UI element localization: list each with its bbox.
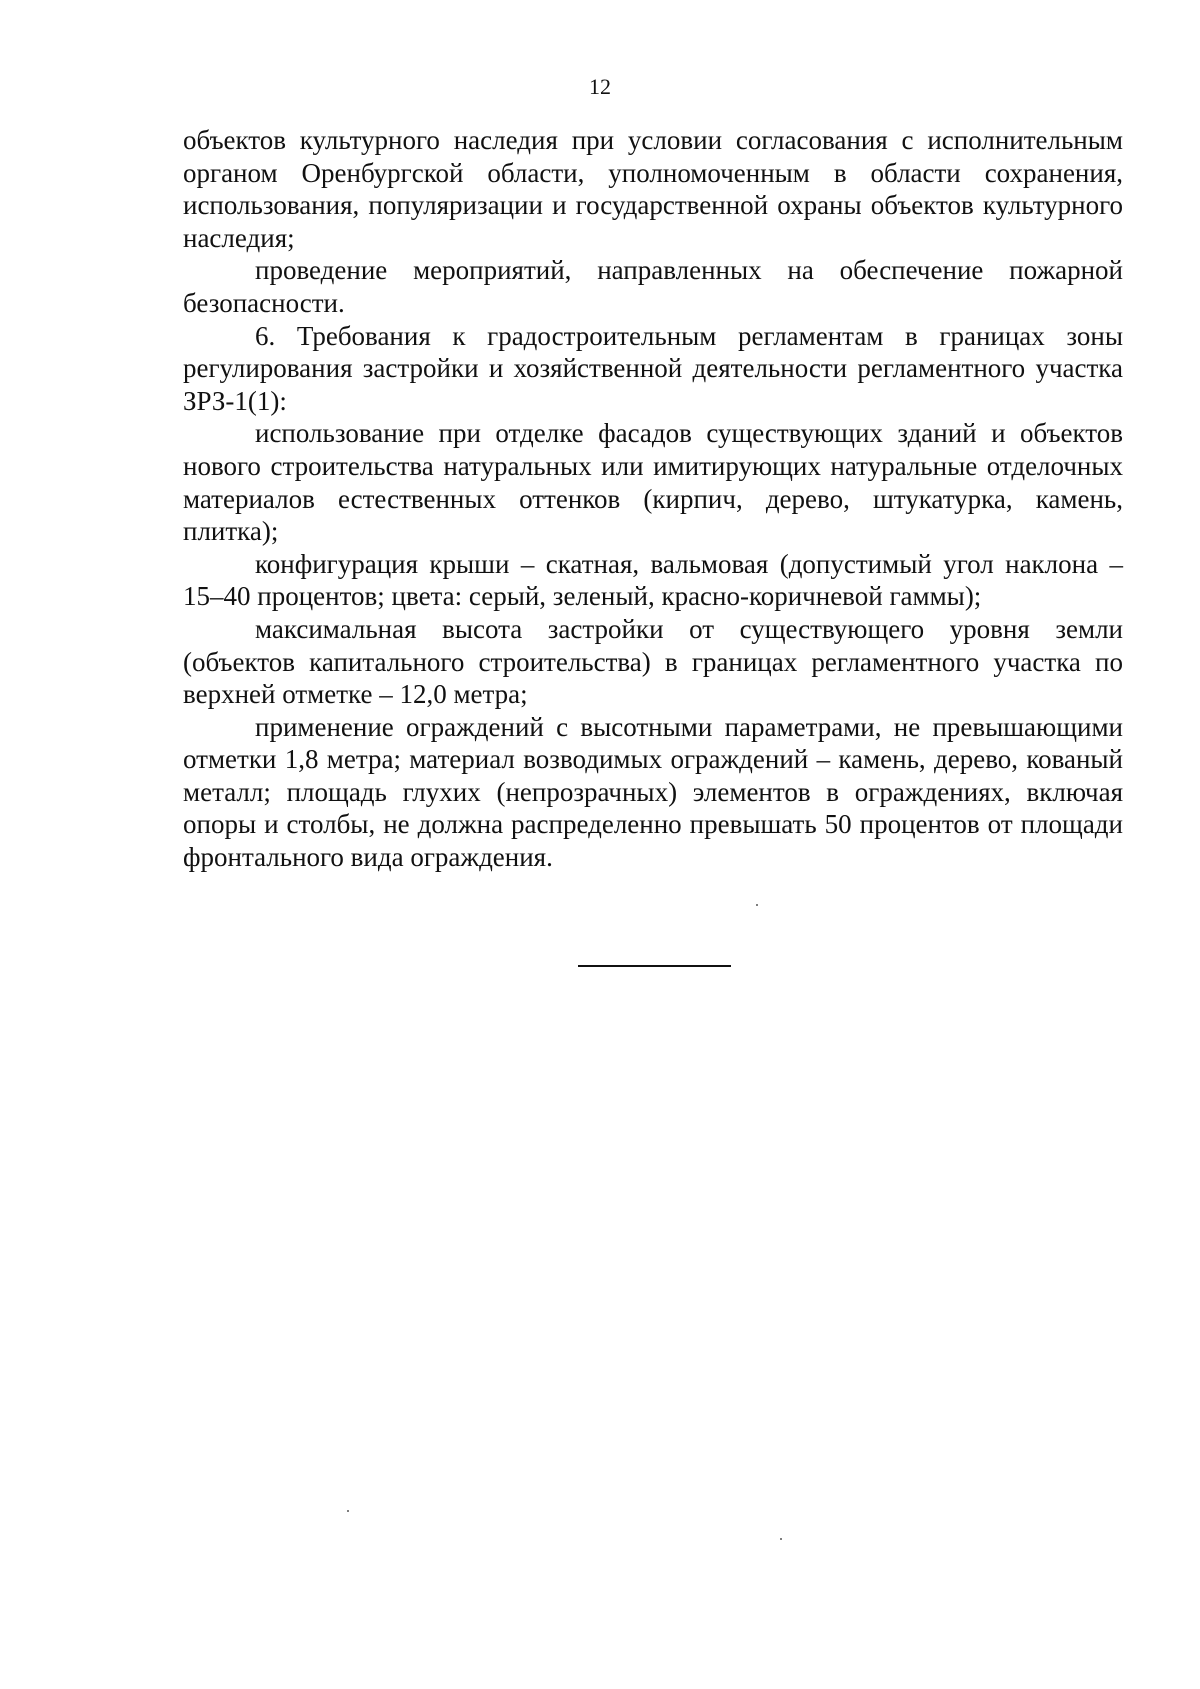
paragraph-max-height: максимальная высота застройки от существующего уровня земли (объектов капитального строительства) в границах регламентного участка по верхней отметке – 12,0 метра; [183,613,1123,710]
paragraph-section-6-heading: 6. Требования к градостроительным регламентам в границах зоны регулирования застройки и хозяйственной деятельности регламентного участка ЗРЗ-1(1): [183,320,1123,416]
paragraph-fire-safety: проведение мероприятий, направленных на обеспечение пожарной безопасности. [183,255,1123,318]
scan-speck [780,1538,782,1540]
paragraph-fences: применение ограждений с высотными параметрами, не превышающими отметки 1,8 метра; материал возводимых ограждений – камень, дерево, кованый металл; площадь глухих (непрозрачных) элементов в ограждениях, включая опоры и столбы, не должна распределенно превышать 50 процентов от площади фронтального вида ограждения. [183,711,1123,873]
paragraph-facade-materials: использование при отделке фасадов существующих зданий и объектов нового строительства натуральных или имитирующих натуральные отделочных материалов естественных оттенков (кирпич, дерево, штукатурка, камень, плитка); [183,418,1123,547]
document-body [183,124,1123,874]
end-of-text-rule [578,965,731,967]
page-number: 12 [589,74,611,99]
scan-speck [756,904,758,906]
scan-speck [347,1510,349,1512]
paragraph-continuation: объектов культурного наследия при условии согласования с исполнительным органом Оренбургской области, уполномоченным в области сохранения, использования, популяризации и государственной охраны объектов культурного наследия; [183,125,1123,253]
paragraph-roof-configuration: конфигурация крыши – скатная, вальмовая (допустимый угол наклона – 15–40 процентов; цвета: серый, зеленый, красно-коричневой гаммы); [183,548,1123,612]
